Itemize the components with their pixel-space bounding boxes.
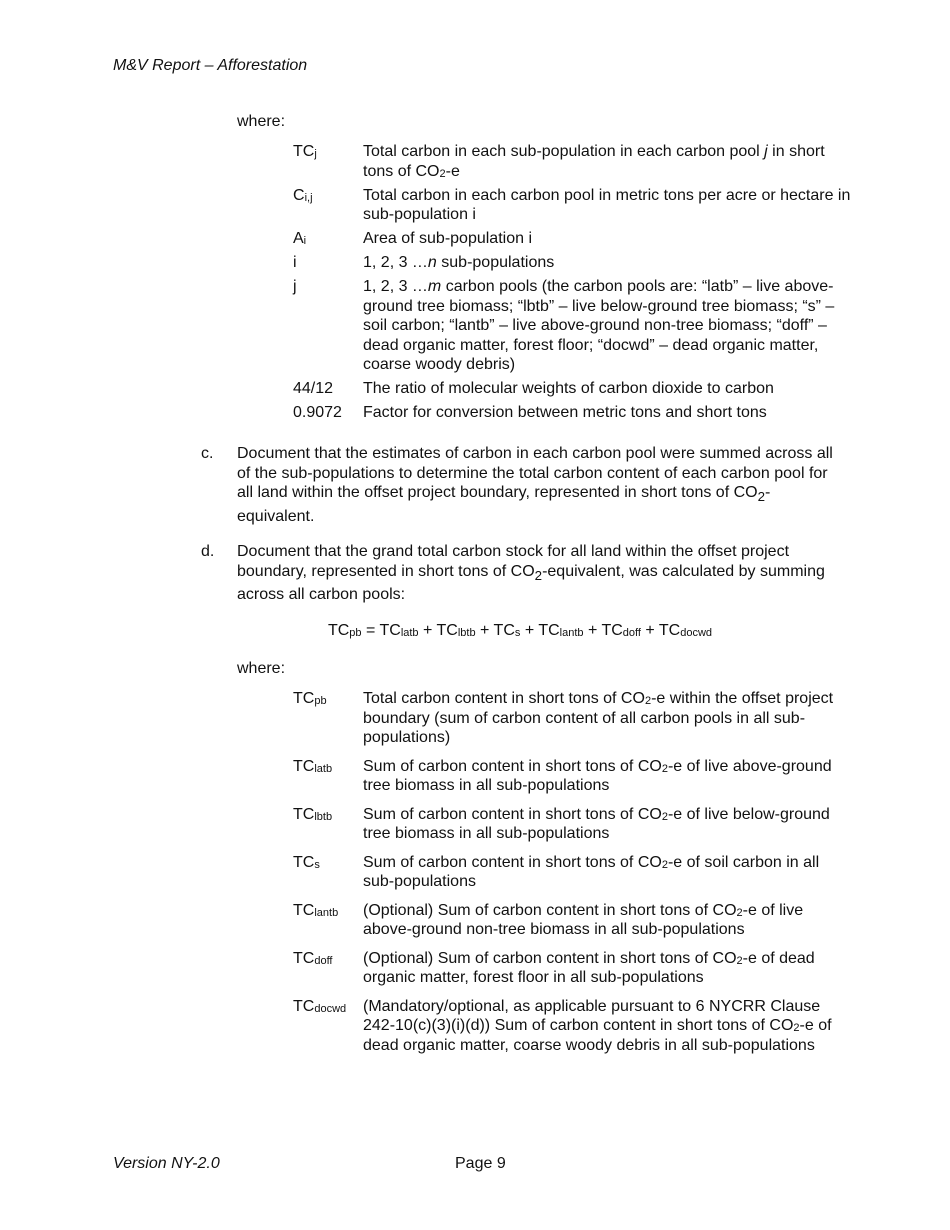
item-d-label: d. <box>201 543 215 560</box>
definition-symbol: $TC_{docwd}$ <box>293 997 347 1015</box>
definition-row <box>293 949 853 988</box>
definition-list-1 <box>293 142 853 427</box>
definition-row <box>293 997 853 1056</box>
definition-text: (Mandatory/optional, as applicable pursuant to 6 NYCRR Clause 242-10(c)(3)(i)(d)) Sum of carbon content in short tons of $CO_2-e$ of dead organic matter, coarse woody debris in all sub-populations <box>363 997 832 1054</box>
definition-text: Sum of carbon content in short tons of $CO_2-e$ of live above-ground tree biomass in all sub-populations <box>363 757 832 794</box>
definition-symbol: $TC_{lbtb}$ <box>293 805 333 823</box>
definition-text: (Optional) Sum of carbon content in short tons of $CO_2-e$ of live above-ground non-tree biomass in all sub-populations <box>363 901 804 938</box>
definition-row <box>293 253 853 273</box>
where-label-2: where: <box>237 660 286 677</box>
item-c-text: Document that the estimates of carbon in each carbon pool were summed across all of the sub-populations to determine the total carbon content of each carbon pool for all land within the offset project boundary, represented in short tons of $CO_2$-equivalent. <box>237 445 833 525</box>
definition-row <box>293 901 853 940</box>
definition-row <box>293 142 853 181</box>
list-item-c <box>201 444 841 526</box>
definition-text: Sum of carbon content in short tons of $CO_2-e$ of live below-ground tree biomass in all sub-populations <box>363 805 830 842</box>
item-d-text: Document that the grand total carbon stock for all land within the offset project boundary, represented in short tons of $CO_2$-equivalent, was calculated by summing across all carbon pools: <box>237 543 825 604</box>
definition-text: (Optional) Sum of carbon content in short tons of $CO_2-e$ of dead organic matter, forest floor in all sub-populations <box>363 949 815 986</box>
running-header: M&V Report – Afforestation <box>113 57 308 74</box>
definition-row <box>293 805 853 844</box>
definition-row <box>293 229 853 249</box>
definition-text: Area of sub-population i <box>363 230 532 247</box>
list-item-d <box>201 542 841 605</box>
total-carbon-equation: $TC_{pb} = TC_{latb} + TC_{lbtb} + TC_s + TC_{lantb} + TC_{doff} + TC_{docwd}$ <box>327 622 713 639</box>
definition-symbol: $TC_{doff}$ <box>293 949 333 967</box>
definition-symbol: $TC_{latb}$ <box>293 757 333 775</box>
definition-text: The ratio of molecular weights of carbon dioxide to carbon <box>363 380 774 397</box>
definition-row <box>293 689 853 748</box>
definition-symbol: $TC_s$ <box>293 853 320 871</box>
definition-symbol: j <box>293 278 297 295</box>
definition-list-2 <box>293 689 853 1064</box>
definition-symbol: $TC_{pb}$ <box>293 690 327 707</box>
definition-symbol: 44/12 <box>293 380 334 397</box>
definition-text: Factor for conversion between metric tons and short tons <box>363 404 767 421</box>
definition-text: 1, 2, 3 …n sub-populations <box>363 254 555 271</box>
definition-text: 1, 2, 3 …m carbon pools (the carbon pools are: “latb” – live above-ground tree biomass; “lbtb” – live below-ground tree biomass; “s” – soil carbon; “lantb” – live above-ground non-tree biomass; “doff” – dead organic matter, forest floor; “docwd” – dead organic matter, coarse woody debris) <box>363 278 835 373</box>
definition-symbol: $TC_{lantb}$ <box>293 901 339 919</box>
item-c-label: c. <box>201 445 214 462</box>
definition-row <box>293 186 853 225</box>
definition-text: Total carbon in each sub-population in each carbon pool j in short tons of $CO_2-e$ <box>363 143 825 180</box>
definition-symbol: $C_{i,j}$ <box>293 186 313 204</box>
definition-row <box>293 379 853 399</box>
definition-row <box>293 277 853 375</box>
definition-symbol: 0.9072 <box>293 404 342 421</box>
page-number: Page 9 <box>455 1155 506 1172</box>
definition-symbol: i <box>293 254 297 271</box>
definition-row <box>293 757 853 796</box>
definition-text: Sum of carbon content in short tons of $CO_2-e$ of soil carbon in all sub-populations <box>363 853 820 890</box>
definition-text: Total carbon content in short tons of $CO_2-e$ within the offset project boundary (sum of carbon content of all carbon pools in all sub-populations) <box>363 690 834 746</box>
definition-row <box>293 853 853 892</box>
definition-text: Total carbon in each carbon pool in metric tons per acre or hectare in sub-population i <box>363 186 851 223</box>
where-label-1: where: <box>237 113 286 130</box>
definition-symbol: $TC_j$ <box>293 143 317 160</box>
version-footer: Version NY-2.0 <box>113 1155 220 1172</box>
definition-symbol: $A_i$ <box>293 230 307 247</box>
definition-row <box>293 403 853 423</box>
